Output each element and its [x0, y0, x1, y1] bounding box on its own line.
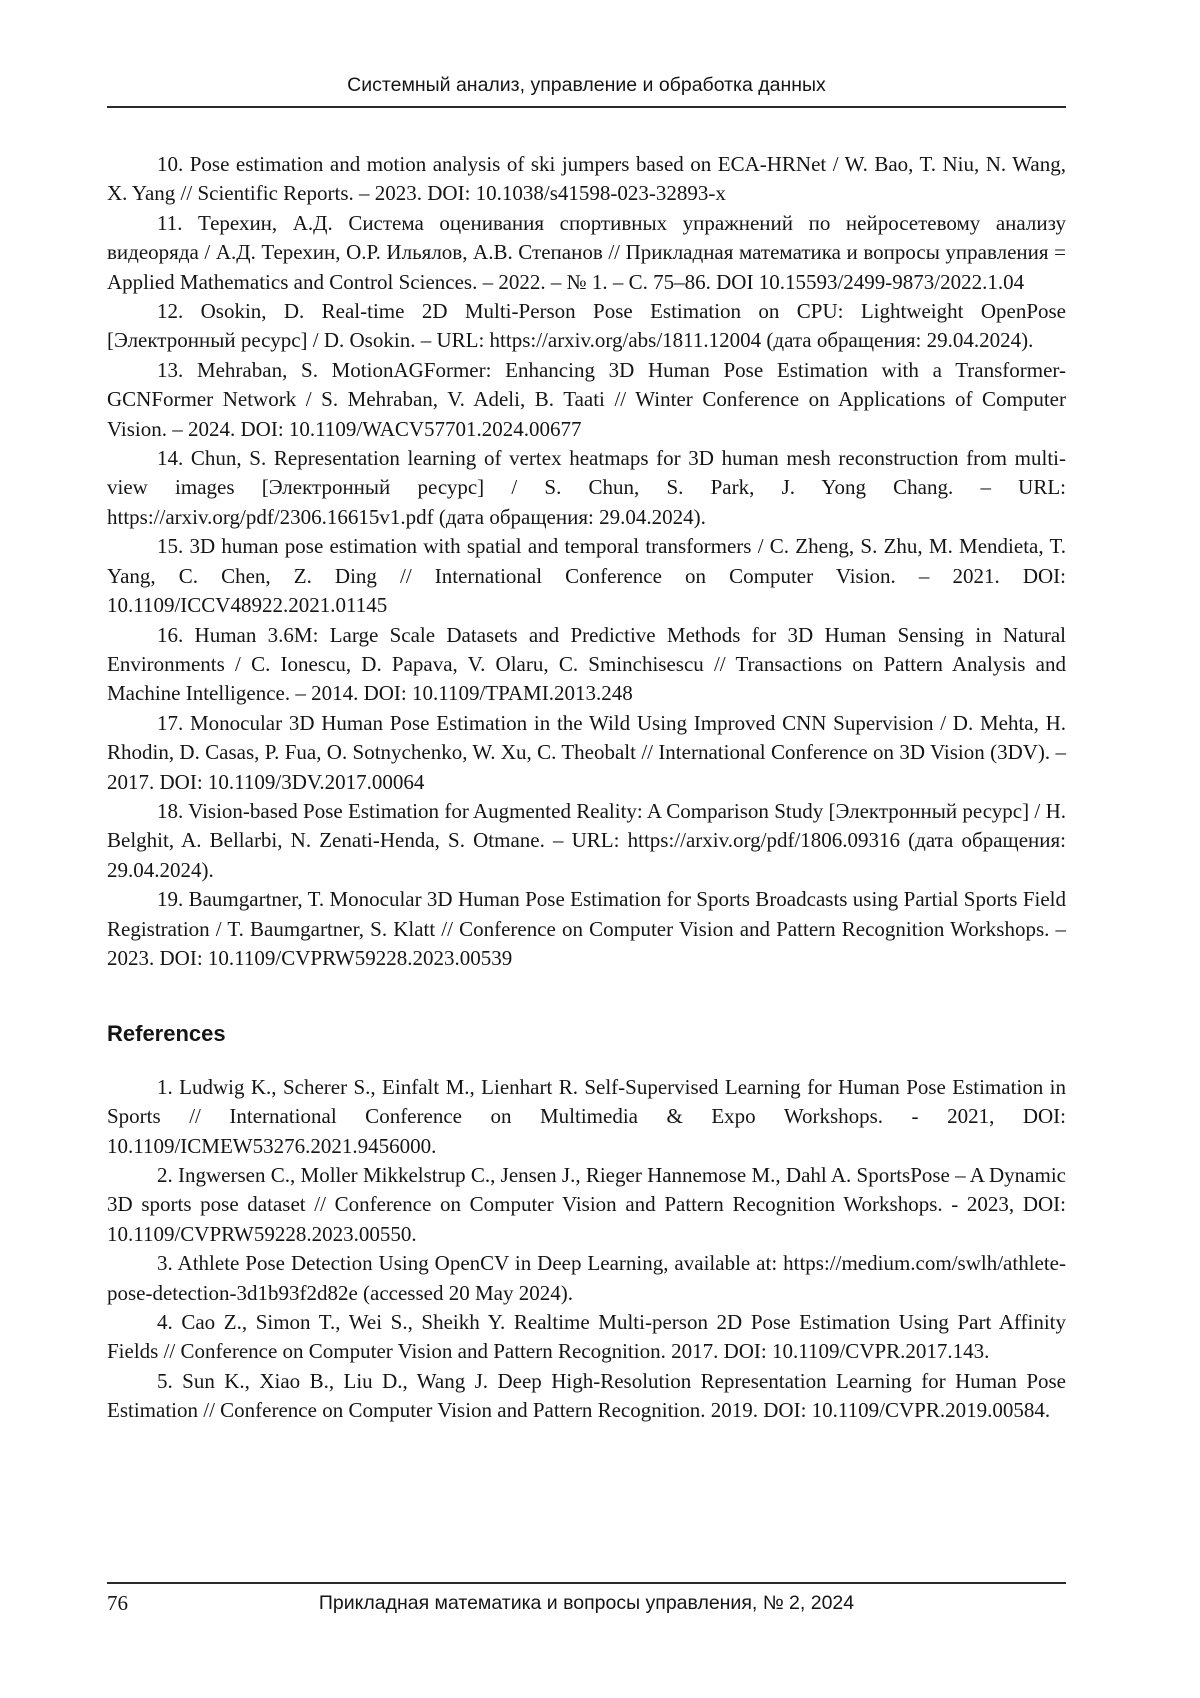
journal-title: Прикладная математика и вопросы управления, № 2, 2024 [318, 1592, 855, 1614]
bibliography-item-19: 19. Baumgartner, T. Monocular 3D Human Pose Estimation for Sports Broadcasts using Partial Sports Field Registration / T. Baumgartner, S. Klatt // Conference on Computer Vision and Pattern Recognition Workshops. – 2023. DOI: 10.1109/CVPRW59228.2023.00539 [107, 887, 1066, 970]
reference-item-4: 4. Cao Z., Simon T., Wei S., Sheikh Y. Realtime Multi-person 2D Pose Estimation Using Part Affinity Fields // Conference on Computer Vision and Pattern Recognition. 2017. DOI: 10.1109/CVPR.2017.143. [107, 1310, 1066, 1364]
bibliography-item-12: 12. Osokin, D. Real-time 2D Multi-Person Pose Estimation on CPU: Lightweight OpenPose [Электронный ресурс] / D. Osokin. – URL: https://arxiv.org/abs/1811.12004 (дата обращения: 29.04.2024). [107, 299, 1066, 353]
bibliography-section [107, 150, 1066, 973]
page-content [107, 150, 1066, 1426]
reference-item-1: 1. Ludwig K., Scherer S., Einfalt M., Lienhart R. Self-Supervised Learning for Human Pose Estimation in Sports // International Conference on Multimedia & Expo Workshops. - 2021, DOI: 10.1109/ICMEW53276.2021.9456000. [107, 1074, 1066, 1158]
bibliography-item-18: 18. Vision-based Pose Estimation for Augmented Reality: A Comparison Study [Электронный ресурс] / H. Belghit, A. Bellarbi, N. Zenati-Henda, S. Otmane. – URL: https://arxiv.org/pdf/1806.09316 (дата обращения: 29.04.2024). [107, 798, 1066, 882]
bibliography-item-11: 11. Терехин, А.Д. Система оценивания спортивных упражнений по нейросетевому анализу видеоряда / А.Д. Терехин, О.Р. Ильялов, А.В. Степанов // Прикладная математика и вопросы управления = Applied Mathematics and Control Sciences. – 2022. – № 1. – С. 75–86. DOI 10.15593/2499-9873/2022.1.04 [107, 210, 1066, 294]
reference-item-2: 2. Ingwersen C., Moller Mikkelstrup C., Jensen J., Rieger Hannemose M., Dahl A. SportsPose – A Dynamic 3D sports pose dataset // Conference on Computer Vision and Pattern Recognition Workshops. - 2023, DOI: 10.1109/CVPRW59228.2023.00550. [107, 1163, 1066, 1246]
page-header [107, 74, 1066, 108]
bibliography-item-17: 17. Monocular 3D Human Pose Estimation in the Wild Using Improved CNN Supervision / D. Mehta, H. Rhodin, D. Casas, P. Fua, O. Sotnychenko, W. Xu, C. Theobalt // International Conference on 3D Vision (3DV). – 2017. DOI: 10.1109/3DV.2017.00064 [107, 710, 1066, 794]
footer-row [107, 1591, 1066, 1615]
bibliography-item-10: 10. Pose estimation and motion analysis of ski jumpers based on ECA-HRNet / W. Bao, T. Niu, N. Wang, X. Yang // Scientific Reports. – 2023. DOI: 10.1038/s41598-023-32893-x [107, 152, 1066, 206]
references-section [107, 1073, 1066, 1426]
running-title: Системный анализ, управление и обработка данных [347, 74, 826, 96]
references-heading: References [107, 1021, 226, 1047]
reference-item-3: 3. Athlete Pose Detection Using OpenCV in Deep Learning, available at: https://medium.com/swlh/athlete-pose-detection-3d1b93f2d82e (accessed 20 May 2024). [107, 1251, 1066, 1305]
bibliography-item-16: 16. Human 3.6M: Large Scale Datasets and Predictive Methods for 3D Human Sensing in Natural Environments / C. Ionescu, D. Papava, V. Olaru, C. Sminchisescu // Transactions on Pattern Analysis and Machine Intelligence. – 2014. DOI: 10.1109/TPAMI.2013.248 [107, 622, 1066, 706]
page-footer [107, 1582, 1066, 1615]
page-number: 76 [107, 1591, 128, 1615]
bibliography-item-14: 14. Chun, S. Representation learning of vertex heatmaps for 3D human mesh reconstruction from multi-view images [Электронный ресурс] / S. Chun, S. Park, J. Yong Chang. – URL: https://arxiv.org/pdf/2306.16615v1.pdf (дата обращения: 29.04.2024). [107, 446, 1066, 529]
bibliography-item-13: 13. Mehraban, S. MotionAGFormer: Enhancing 3D Human Pose Estimation with a Transformer-GCNFormer Network / S. Mehraban, V. Adeli, B. Taati // Winter Conference on Applications of Computer Vision. – 2024. DOI: 10.1109/WACV57701.2024.00677 [107, 357, 1066, 441]
bibliography-item-15: 15. 3D human pose estimation with spatial and temporal transformers / C. Zheng, S. Zhu, M. Mendieta, T. Yang, C. Chen, Z. Ding // International Conference on Computer Vision. – 2021. DOI: 10.1109/ICCV48922.2021.01145 [107, 534, 1066, 618]
reference-item-5: 5. Sun K., Xiao B., Liu D., Wang J. Deep High-Resolution Representation Learning for Human Pose Estimation // Conference on Computer Vision and Pattern Recognition. 2019. DOI: 10.1109/CVPR.2019.00584. [107, 1368, 1066, 1423]
